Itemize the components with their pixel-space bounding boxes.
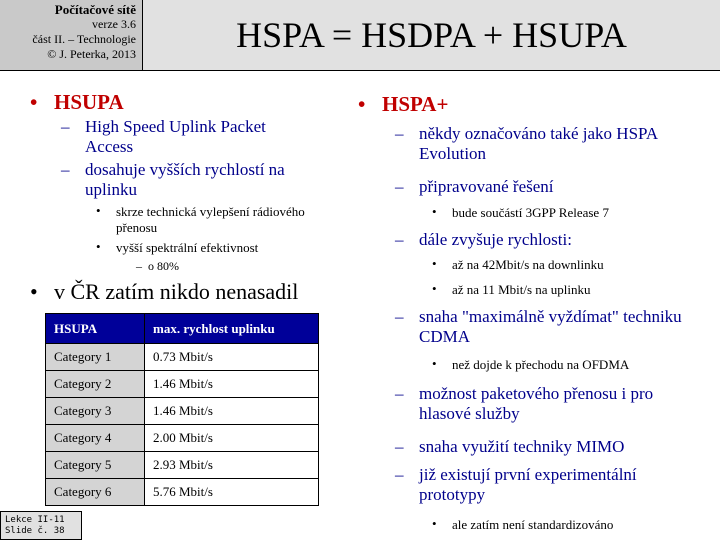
table-row xyxy=(46,398,319,425)
dash-icon: – xyxy=(61,117,70,136)
course-version: verze 3.6 xyxy=(92,17,136,31)
dash-icon: – xyxy=(395,124,404,143)
hspa-item-4: – snaha "maximálně vyždímat" techniku CDMA xyxy=(395,307,682,346)
dash-icon: – xyxy=(395,177,404,196)
table-cell-category: Category 1 xyxy=(46,344,145,371)
slide-title: HSPA = HSDPA + HSUPA xyxy=(236,15,627,55)
bullet-icon: • xyxy=(432,281,437,296)
dash-icon: – xyxy=(395,230,404,249)
hspa-item-7: – již existují první experimentální prototypy xyxy=(395,465,637,504)
hsupa-sub2-item: – o 80% xyxy=(136,259,179,273)
hsupa-item-2: – dosahuje vyšších rychlostí na uplinku xyxy=(61,160,285,199)
hspa-item-3-sub-1: • až na 42Mbit/s na downlinku xyxy=(432,256,604,272)
bullet-icon: • xyxy=(432,204,437,219)
dash-icon: – xyxy=(136,259,142,273)
dash-icon: – xyxy=(395,437,404,456)
slide-number: Slide č. 38 xyxy=(5,526,65,536)
lesson-number: Lekce II-11 xyxy=(5,515,65,525)
bullet-icon: • xyxy=(358,92,366,116)
cr-statement: • v ČR zatím nikdo nenasadil xyxy=(30,279,299,304)
table-cell-speed: 2.00 Mbit/s xyxy=(145,425,319,452)
hspa-item-3-sub-2: • až na 11 Mbit/s na uplinku xyxy=(432,281,591,297)
table-cell-category: Category 3 xyxy=(46,398,145,425)
hsupa-item-1: – High Speed Uplink Packet Access xyxy=(61,117,266,156)
bullet-icon: • xyxy=(30,90,38,114)
hspa-item-2: – připravované řešení xyxy=(395,177,554,196)
slide-title-bar xyxy=(143,0,720,71)
hspa-item-6: – snaha využití techniky MIMO xyxy=(395,437,625,456)
table-row xyxy=(46,452,319,479)
table-cell-category: Category 6 xyxy=(46,479,145,506)
bullet-icon: • xyxy=(30,279,38,304)
dash-icon: – xyxy=(61,160,70,179)
bullet-icon: • xyxy=(432,356,437,371)
table-cell-category: Category 4 xyxy=(46,425,145,452)
table-cell-speed: 0.73 Mbit/s xyxy=(145,344,319,371)
course-name: Počítačové sítě xyxy=(54,2,136,17)
hsupa-speed-table xyxy=(45,313,319,506)
table-row xyxy=(46,479,319,506)
bullet-icon: • xyxy=(96,239,101,254)
dash-icon: – xyxy=(395,465,404,484)
table-row xyxy=(46,371,319,398)
table-cell-speed: 1.46 Mbit/s xyxy=(145,371,319,398)
hsupa-sub-2: • vyšší spektrální efektivnost xyxy=(96,239,259,255)
table-cell-speed: 5.76 Mbit/s xyxy=(145,479,319,506)
table-cell-category: Category 2 xyxy=(46,371,145,398)
course-info-box xyxy=(0,0,143,71)
hsupa-sub-1: • skrze technická vylepšení rádiového přenosu xyxy=(96,203,305,235)
table-header-cell: max. rychlost uplinku xyxy=(145,314,319,344)
hspa-item-7-sub: • ale zatím není standardizováno xyxy=(432,516,614,532)
table-header-cell: HSUPA xyxy=(46,314,145,344)
table-header-row xyxy=(46,314,319,344)
table-cell-speed: 1.46 Mbit/s xyxy=(145,398,319,425)
table-row xyxy=(46,425,319,452)
hspa-plus-heading: • HSPA+ xyxy=(358,92,449,116)
hspa-item-1: – někdy označováno také jako HSPA Evolution xyxy=(395,124,658,163)
hsupa-heading: • HSUPA xyxy=(30,90,124,114)
dash-icon: – xyxy=(395,384,404,403)
course-author: © J. Peterka, 2013 xyxy=(47,47,136,61)
bullet-icon: • xyxy=(96,203,101,218)
hspa-item-5: – možnost paketového přenosu i pro hlasové služby xyxy=(395,384,654,423)
slide-footer xyxy=(0,511,82,540)
bullet-icon: • xyxy=(432,256,437,271)
table-cell-category: Category 5 xyxy=(46,452,145,479)
hspa-item-2-sub: • bude součástí 3GPP Release 7 xyxy=(432,204,609,220)
table-cell-speed: 2.93 Mbit/s xyxy=(145,452,319,479)
hspa-item-4-sub: • než dojde k přechodu na OFDMA xyxy=(432,356,630,372)
course-part: část II. – Technologie xyxy=(32,32,136,46)
table-row xyxy=(46,344,319,371)
hspa-item-3: – dále zvyšuje rychlosti: xyxy=(395,230,572,249)
dash-icon: – xyxy=(395,307,404,326)
bullet-icon: • xyxy=(432,516,437,531)
